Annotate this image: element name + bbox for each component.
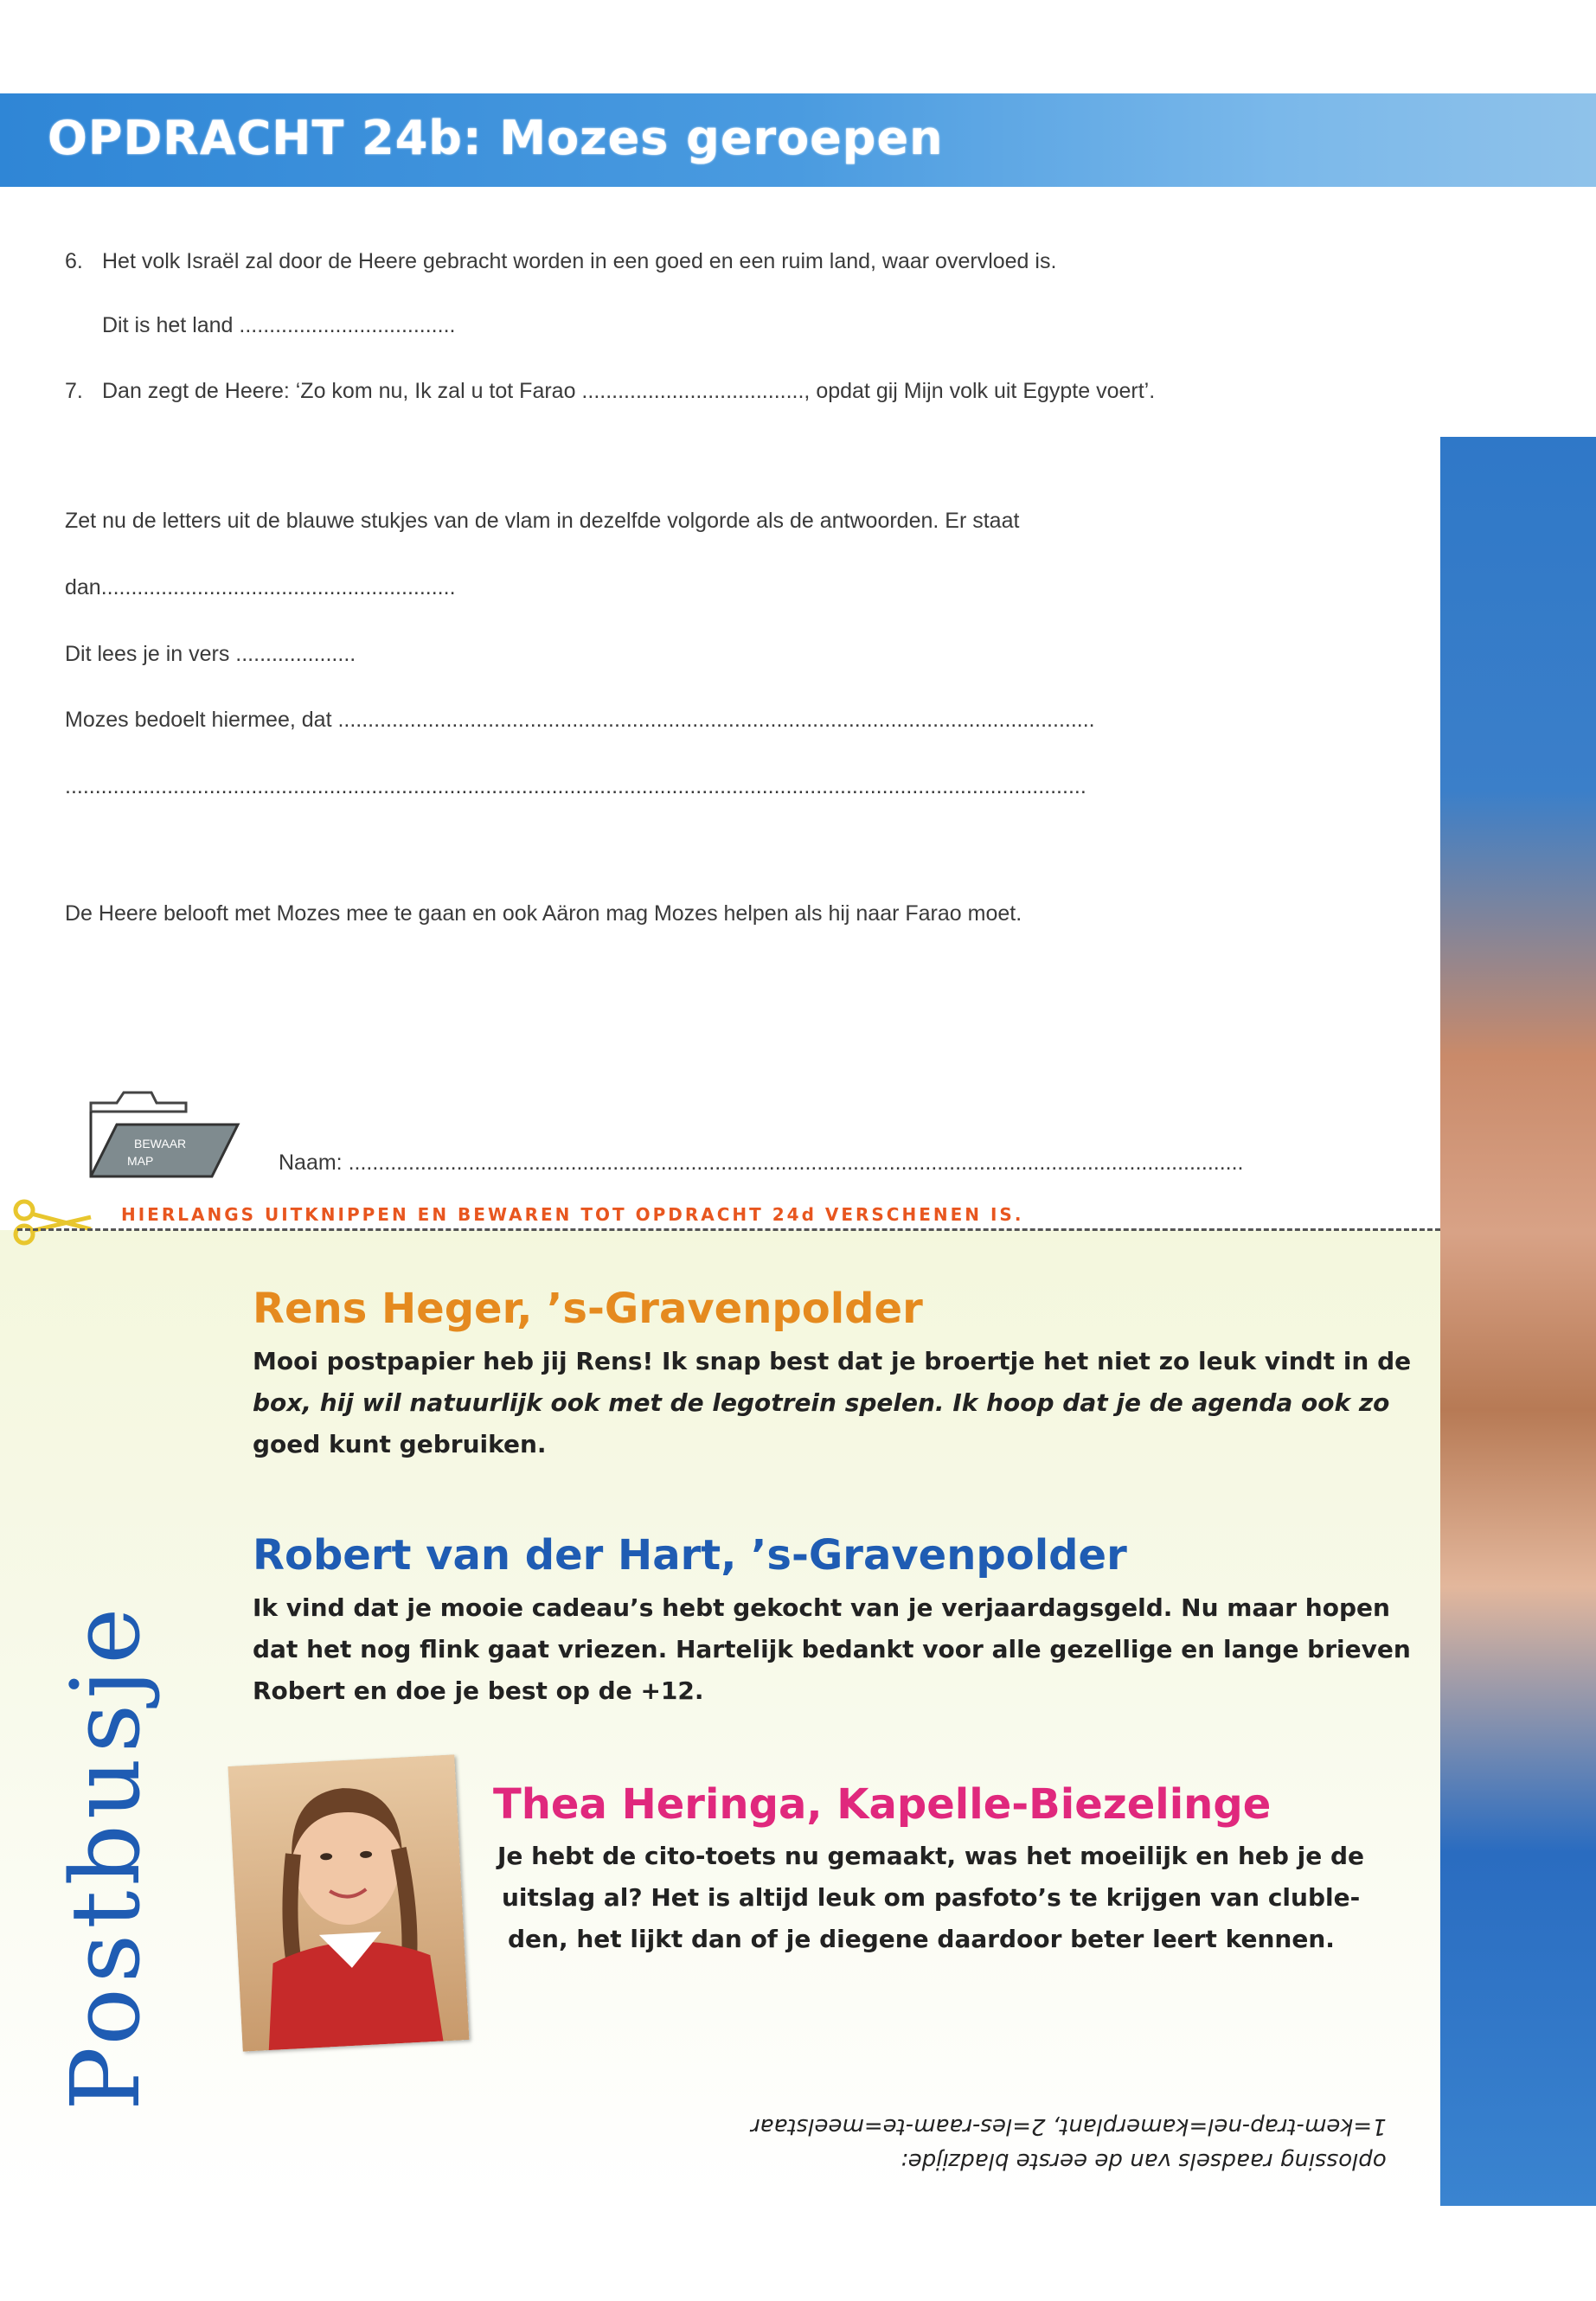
upside-down-solution	[751, 2109, 1387, 2178]
cut-instruction: HIERLANGS UITKNIPPEN EN BEWAREN TOT OPDRACHT 24d VERSCHENEN IS.	[121, 1204, 1024, 1225]
letter-2-line-2: dat het nog flink gaat vriezen. Hartelijk bedankt voor alle gezellige en lange brieven	[253, 1635, 1411, 1663]
letter-3-line-3: den, het lijkt dan of je diegene daardoor beter leert kennen.	[508, 1925, 1335, 1953]
letter-1-name: Rens Heger, ’s-Gravenpolder	[253, 1285, 923, 1333]
assignment-line-2[interactable]: dan...........................................................	[65, 575, 456, 599]
letter-3-name: Thea Heringa, Kapelle-Biezelinge	[493, 1780, 1272, 1829]
cut-line[interactable]	[17, 1228, 1440, 1231]
folder-label-1: BEWAAR	[134, 1137, 187, 1150]
children-photo-strip	[1440, 437, 1596, 2206]
assignment-line-3[interactable]: Dit lees je in vers ....................	[65, 642, 356, 666]
letter-1-line-1: Mooi postpapier heb jij Rens! Ik snap best dat je broertje het niet zo leuk vindt in de	[253, 1347, 1412, 1375]
question-7-text[interactable]: Dan zegt de Heere: ‘Zo kom nu, Ik zal u tot Farao ....................................., opdat gij Mijn volk uit Egypte voert’.	[102, 379, 1156, 403]
assignment-line-1: Zet nu de letters uit de blauwe stukjes van de vlam in dezelfde volgorde als de antwoorden. Er staat	[65, 509, 1020, 533]
assignment-line-5[interactable]: ..........................................................................................................................................................................	[65, 774, 1086, 798]
letter-2-line-1: Ik vind dat je mooie cadeau’s hebt gekocht van je verjaardagsgeld. Nu maar hopen	[253, 1593, 1390, 1622]
question-6-answer-line[interactable]: Dit is het land ....................................	[102, 313, 456, 337]
solution-line-2: 1=kem-trap-nel=kamerplant, 2=les-raam-te=meelstaar	[751, 2113, 1387, 2139]
folder-icon	[82, 1086, 242, 1181]
solution-line-1: oplossing raadsels van de eerste bladzijde:	[900, 2148, 1387, 2174]
scissors-icon	[9, 1198, 95, 1246]
postbus-title-text: Postbusje	[50, 1602, 161, 2111]
letter-3-line-1: Je hebt de cito-toets nu gemaakt, was het moeilijk en heb je de	[497, 1842, 1365, 1870]
letter-1-line-3: goed kunt gebruiken.	[253, 1430, 547, 1458]
assignment-line-4[interactable]: Mozes bedoelt hiermee, dat ..............................................................................................................................	[65, 708, 1095, 732]
page-title: OPDRACHT 24b: Mozes geroepen	[48, 111, 944, 165]
letter-3-line-2: uitslag al? Het is altijd leuk om pasfoto’s te krijgen van cluble-	[502, 1883, 1361, 1912]
postbus-vertical-title	[43, 1349, 173, 2128]
letter-2-line-3: Robert en doe je best op de +12.	[253, 1676, 704, 1705]
question-7-number: 7.	[65, 379, 83, 403]
thea-photo	[228, 1754, 470, 2051]
folder-label-2: MAP	[127, 1154, 154, 1168]
letter-1-line-2: box, hij wil natuurlijk ook met de legotrein spelen. Ik hoop dat je de agenda ook zo	[253, 1388, 1390, 1417]
assignment-closing: De Heere belooft met Mozes mee te gaan en ook Aäron mag Mozes helpen als hij naar Farao moet.	[65, 901, 1022, 926]
question-6-number: 6.	[65, 249, 83, 273]
naam-field[interactable]: Naam: .....................................................................................................................................................	[279, 1150, 1244, 1175]
letter-2-name: Robert van der Hart, ’s-Gravenpolder	[253, 1531, 1127, 1580]
question-6-text: Het volk Israël zal door de Heere gebracht worden in een goed en een ruim land, waar overvloed is.	[102, 249, 1057, 273]
